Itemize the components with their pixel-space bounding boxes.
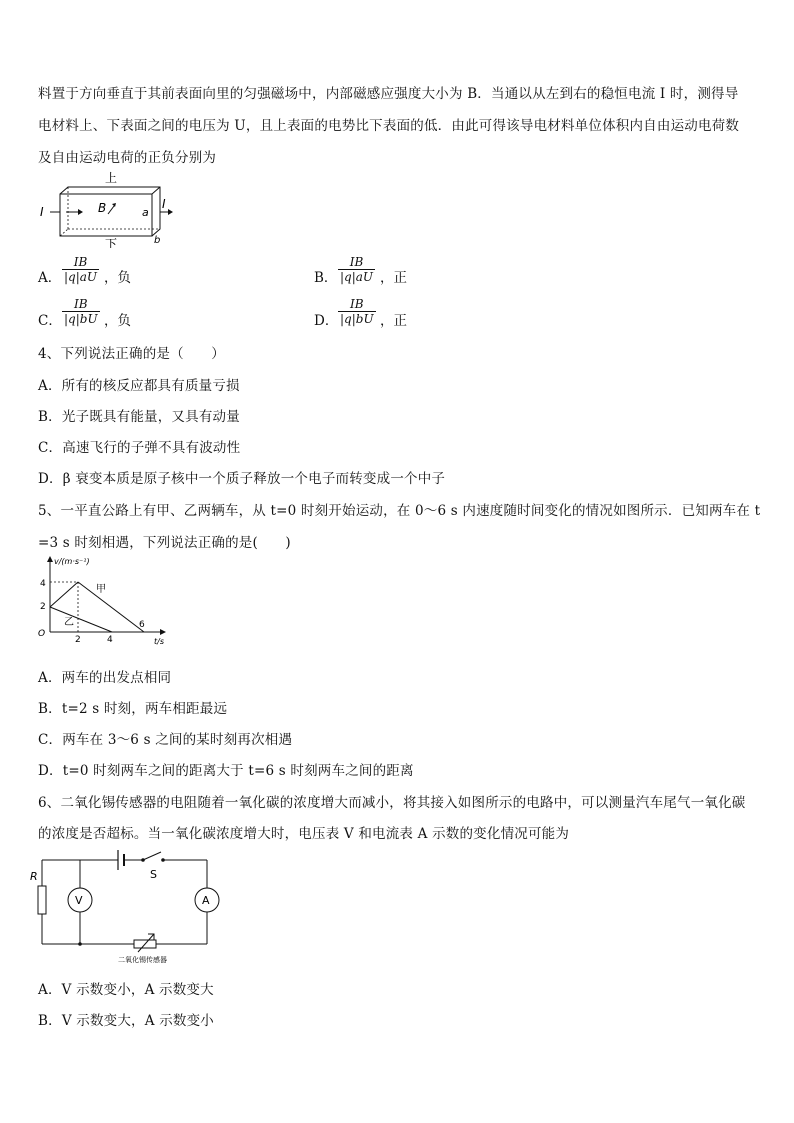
q5-line-yi <box>50 607 112 632</box>
q5-velocity-time-graph <box>34 554 174 646</box>
q3-option-d-label: D． <box>314 313 339 329</box>
q5-xtick-4: 4 <box>107 635 113 645</box>
q3-conductor-figure <box>36 170 176 248</box>
q3-option-b-label: B． <box>314 270 338 286</box>
q3-stem-line-3: 及自由运动电荷的正负分别为 <box>38 150 217 166</box>
q3-label-b: b <box>154 235 161 246</box>
q6-stem-line-1: 6、二氧化锡传感器的电阻随着一氧化碳的浓度增大而减小，将其接入如图所示的电路中，可以测量汽车尾气一氧化碳 <box>38 795 746 811</box>
q6-switch-blade <box>143 852 161 860</box>
q3-label-current-left: I <box>40 205 44 219</box>
q6-resistor-r <box>38 886 46 914</box>
q3-option-b-denominator: |q|aU <box>340 270 374 284</box>
q4-option-c: C．高速飞行的子弹不具有波动性 <box>38 440 241 456</box>
q3-option-c-tail: ，负 <box>104 313 131 329</box>
q4-option-b: B．光子既具有能量，又具有动量 <box>38 409 240 425</box>
q3-label-a: a <box>142 206 149 219</box>
q6-label-r: R <box>30 870 38 883</box>
q3-option-c-label: C． <box>38 313 62 329</box>
q5-origin: O <box>38 629 46 639</box>
q3-label-top: 上 <box>105 171 118 185</box>
q5-label-yi: 乙 <box>64 617 74 628</box>
q3-label-field: B <box>98 201 107 215</box>
q5-option-d: D．t=0 时刻两车之间的距离大于 t=6 s 时刻两车之间的距离 <box>38 763 414 779</box>
q5-line-jia-fall <box>78 582 144 632</box>
q3-option-a-denominator: |q|aU <box>64 270 98 284</box>
q3-option-a-label: A． <box>38 270 62 286</box>
q3-option-d-denominator: |q|bU <box>340 312 374 326</box>
q4-stem: 4、下列说法正确的是（ ） <box>38 346 225 362</box>
q3-stem-line-1: 料置于方向垂直于其前表面向里的匀强磁场中，内部磁感应强度大小为 B．当通以从左到右的稳恒电流 I 时，测得导 <box>38 86 739 102</box>
q3-option-a-fraction <box>62 255 99 284</box>
q6-stem-line-2: 的浓度是否超标。当一氧化碳浓度增大时，电压表 V 和电流表 A 示数的变化情况可能为 <box>38 826 570 842</box>
q5-stem-line-2: =3 s 时刻相遇，下列说法正确的是( ) <box>38 535 291 551</box>
q3-option-c-numerator: IB <box>74 297 88 311</box>
q3-option-d-tail: ，正 <box>380 313 407 329</box>
q5-xtick-6: 6 <box>139 620 145 630</box>
q3-label-current-right: I <box>162 197 166 211</box>
q5-option-b: B．t=2 s 时刻，两车相距最远 <box>38 701 228 717</box>
q3-option-b-fraction <box>338 255 375 284</box>
q4-option-d: D．β 衰变本质是原子核中一个质子释放一个电子而转变成一个中子 <box>38 471 446 487</box>
q6-option-a: A．V 示数变小，A 示数变大 <box>38 982 214 998</box>
q3-option-c-fraction <box>62 297 100 326</box>
q3-stem-line-2: 电材料上、下表面之间的电压为 U，且上表面的电势比下表面的低．由此可得该导电材料单位体积内自由运动电荷数 <box>38 118 740 134</box>
q5-option-a: A．两车的出发点相同 <box>38 670 172 686</box>
q3-option-d-fraction <box>338 297 376 326</box>
q5-line-jia-rise <box>50 582 78 607</box>
q6-label-switch: S <box>150 868 157 881</box>
q3-option-c-denominator: |q|bU <box>64 312 98 326</box>
q3-option-a-tail: ，负 <box>104 270 131 286</box>
q5-option-c: C．两车在 3～6 s 之间的某时刻再次相遇 <box>38 732 293 748</box>
q6-label-v: V <box>75 894 83 907</box>
q3-option-d-numerator: IB <box>350 297 364 311</box>
q3-option-b-numerator: IB <box>349 255 364 269</box>
q4-option-a: A．所有的核反应都具有质量亏损 <box>38 378 240 394</box>
q6-label-sensor: 二氧化锡传感器 <box>118 956 167 964</box>
q3-label-bottom: 下 <box>105 237 118 248</box>
q6-label-a: A <box>202 894 210 907</box>
q5-ytick-4: 4 <box>40 579 46 589</box>
q5-xtick-2: 2 <box>75 635 81 645</box>
q5-ytick-2: 2 <box>40 602 46 612</box>
q6-circuit-diagram <box>30 848 230 968</box>
q3-option-b-tail: ，正 <box>380 270 407 286</box>
q5-stem-line-1: 5、一平直公路上有甲、乙两辆车，从 t=0 时刻开始运动，在 0～6 s 内速度随时间变化的情况如图所示．已知两车在 t <box>38 503 761 519</box>
q5-label-jia: 甲 <box>96 584 106 595</box>
q5-xlabel: t/s <box>154 637 164 646</box>
q3-option-a-numerator: IB <box>73 255 88 269</box>
q5-ylabel: v/(m·s⁻¹) <box>54 557 90 566</box>
q6-option-b: B．V 示数变大，A 示数变小 <box>38 1013 215 1029</box>
